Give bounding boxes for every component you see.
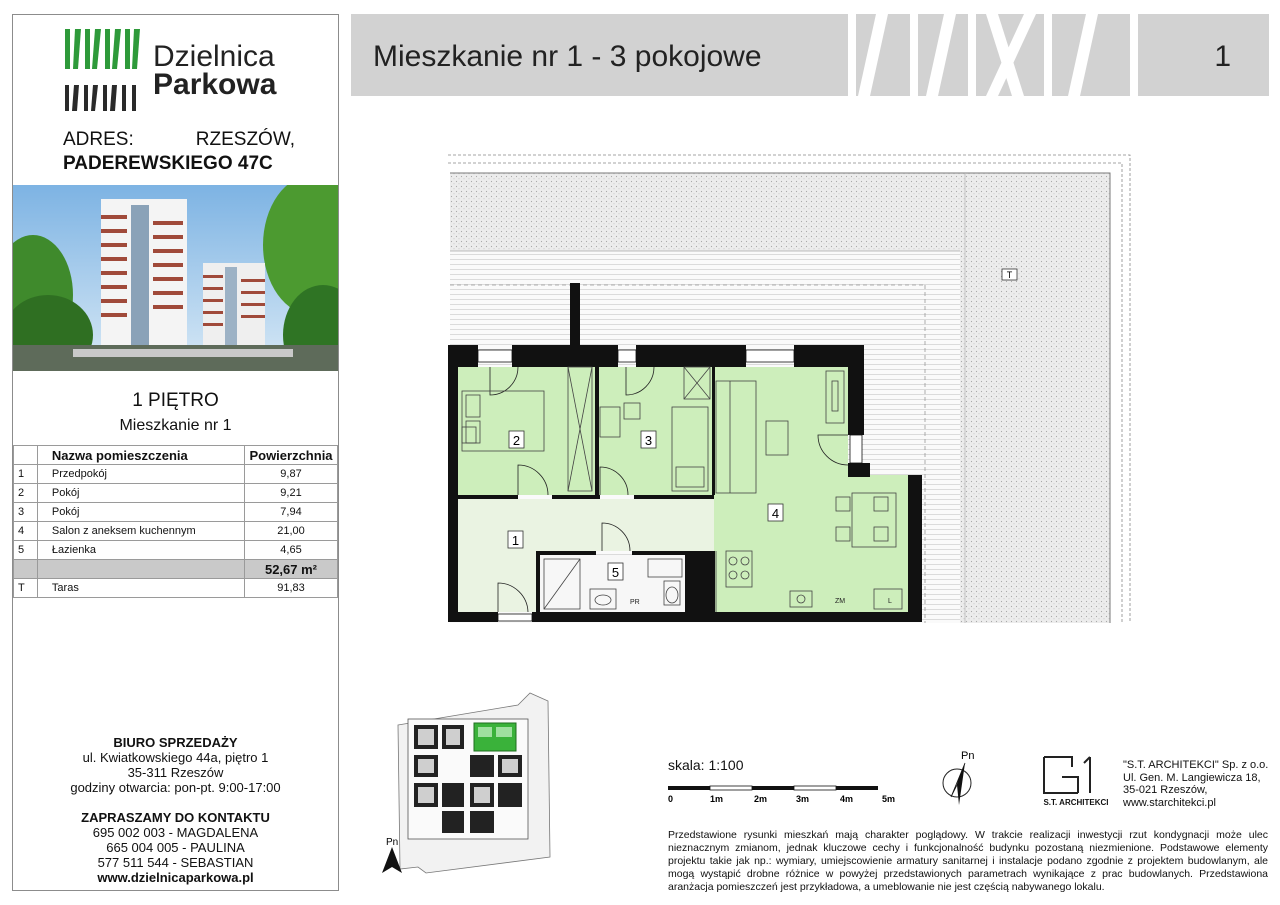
room-area: 4,65 xyxy=(245,541,338,560)
room-name: Pokój xyxy=(37,503,244,522)
contact-heading: ZAPRASZAMY DO KONTAKTU xyxy=(81,810,270,825)
terrace-label: T xyxy=(1006,270,1013,280)
room-name: Łazienka xyxy=(37,541,244,560)
scale-tick-1m: 1m xyxy=(710,794,724,804)
architect-city: 35-021 Rzeszów, xyxy=(1123,784,1208,796)
room-number: 1 xyxy=(14,465,38,484)
contact-phone: 577 511 544 - SEBASTIAN xyxy=(97,855,254,870)
contact-phone: 665 004 005 - PAULINA xyxy=(106,840,245,855)
room-1-lower-fill xyxy=(458,551,540,612)
room-label-5: 5 xyxy=(611,565,620,580)
room-label-3: 3 xyxy=(644,433,653,448)
scale-tick-2m: 2m xyxy=(754,794,768,804)
info-sidebar xyxy=(12,14,339,891)
logo-wordmark-line-1: Dzielnica xyxy=(153,40,275,73)
address-label: ADRES: xyxy=(63,129,134,150)
flat-heading: Mieszkanie nr 1 - 3 pokojowe xyxy=(373,40,762,73)
room-area: 9,21 xyxy=(245,484,338,503)
address-street: PADEREWSKIEGO 47C xyxy=(63,153,273,174)
floor-title: 1 PIĘTRO xyxy=(132,390,219,411)
contact-phone: 695 002 003 - MAGDALENA xyxy=(92,825,259,840)
sales-office-hours: godziny otwarcia: pon-pt. 9:00-17:00 xyxy=(70,780,281,795)
table-header-row xyxy=(14,446,338,465)
architect-info xyxy=(1123,759,1268,809)
table-row xyxy=(14,522,338,541)
page-number: 1 xyxy=(1214,40,1231,73)
room-number: 4 xyxy=(14,522,38,541)
room-number: 3 xyxy=(14,503,38,522)
fixture-label-pr: PR xyxy=(630,599,640,606)
table-row xyxy=(14,503,338,522)
architect-website-link[interactable]: www.starchitekci.pl xyxy=(1123,796,1216,809)
scale-tick-3m: 3m xyxy=(796,794,810,804)
room-label-4: 4 xyxy=(771,506,780,521)
fixture-label-zm: ZM xyxy=(835,598,846,605)
terrace-row xyxy=(14,579,338,598)
terrace-name: Taras xyxy=(37,579,244,598)
scale-tick-0: 0 xyxy=(668,794,674,804)
room-4-fill xyxy=(714,367,848,612)
sales-office-postal: 35-311 Rzeszów xyxy=(127,765,224,780)
column-header-area: Powierzchnia xyxy=(245,446,338,465)
address-block xyxy=(63,128,295,176)
architect-company: "S.T. ARCHITEKCI" Sp. z o.o. xyxy=(1123,759,1269,771)
room-number: 2 xyxy=(14,484,38,503)
dzielnica-parkowa-logo-icon xyxy=(65,29,141,111)
table-row xyxy=(14,484,338,503)
scale-label: skala: 1:100 xyxy=(668,757,744,773)
room-area: 21,00 xyxy=(245,522,338,541)
floor-plan-drawing xyxy=(440,145,1140,630)
contact-block xyxy=(13,810,338,885)
address-city: RZESZÓW, xyxy=(195,129,295,150)
flat-title: Mieszkanie nr 1 xyxy=(119,417,232,434)
north-arrow-icon xyxy=(935,747,985,807)
scale-bar xyxy=(668,782,913,810)
key-plan-north-label: Pn xyxy=(386,837,399,848)
room-name: Salon z aneksem kuchennym xyxy=(37,522,244,541)
logo-wordmark-line-2: Parkowa xyxy=(153,68,277,101)
decorative-stripes-icon xyxy=(848,14,1148,96)
architect-logo-text: S.T. ARCHITEKCI xyxy=(1043,798,1109,807)
architect-street: Ul. Gen. M. Langiewicza 18, xyxy=(1123,771,1261,784)
total-area-row xyxy=(14,560,338,579)
room-label-1: 1 xyxy=(511,533,520,548)
rooms-table xyxy=(13,445,338,598)
header-band xyxy=(351,14,1269,96)
room-area: 9,87 xyxy=(245,465,338,484)
disclaimer-text: Przedstawione rysunki mieszkań mają charakter poglądowy. W trakcie realizacji inwestycji rzut kondygnacji może ulec nieznacznym zmianom, jednak kluczowe cechy i funkcjonalność budynku pozostaną niezmienione. Podstawowe elementy projektu takie jak np.: wymiary, umiejscowienie armatury sanitarnej i instalacje podano zgodnie z projektem budowlanym, ale mogą wystąpić drobne różnice w powyżej przedstawionych parametrach wynikające z prac budowlanych. Przedstawiona aranżacja pomieszczeń jest przykładowa, a umeblowanie nie jest częścią nabywanego lokalu. xyxy=(668,829,1268,893)
room-2-fill xyxy=(458,367,598,495)
sales-office-heading: BIURO SPRZEDAŻY xyxy=(113,735,238,750)
building-key-plan xyxy=(378,685,608,890)
table-row xyxy=(14,541,338,560)
fixture-label-l: L xyxy=(888,598,892,605)
column-header-room-name: Nazwa pomieszczenia xyxy=(37,446,244,465)
sales-office-block xyxy=(13,735,338,795)
website-link[interactable]: www.dzielnicaparkowa.pl xyxy=(97,870,254,885)
room-1-fill xyxy=(458,499,714,551)
scale-tick-5m: 5m xyxy=(882,794,896,804)
north-label: Pn xyxy=(961,750,975,762)
column-header-number xyxy=(14,446,38,465)
room-4-annex-fill xyxy=(848,475,908,612)
room-name: Przedpokój xyxy=(37,465,244,484)
total-area: 52,67 m² xyxy=(245,560,338,579)
room-label-2: 2 xyxy=(512,433,521,448)
room-area: 7,94 xyxy=(245,503,338,522)
building-photo xyxy=(13,185,338,371)
terrace-number: T xyxy=(14,579,38,598)
room-number: 5 xyxy=(14,541,38,560)
terrace-area: 91,83 xyxy=(245,579,338,598)
sales-office-street: ul. Kwiatkowskiego 44a, piętro 1 xyxy=(82,750,269,765)
scale-tick-4m: 4m xyxy=(840,794,854,804)
room-name: Pokój xyxy=(37,484,244,503)
table-row xyxy=(14,465,338,484)
